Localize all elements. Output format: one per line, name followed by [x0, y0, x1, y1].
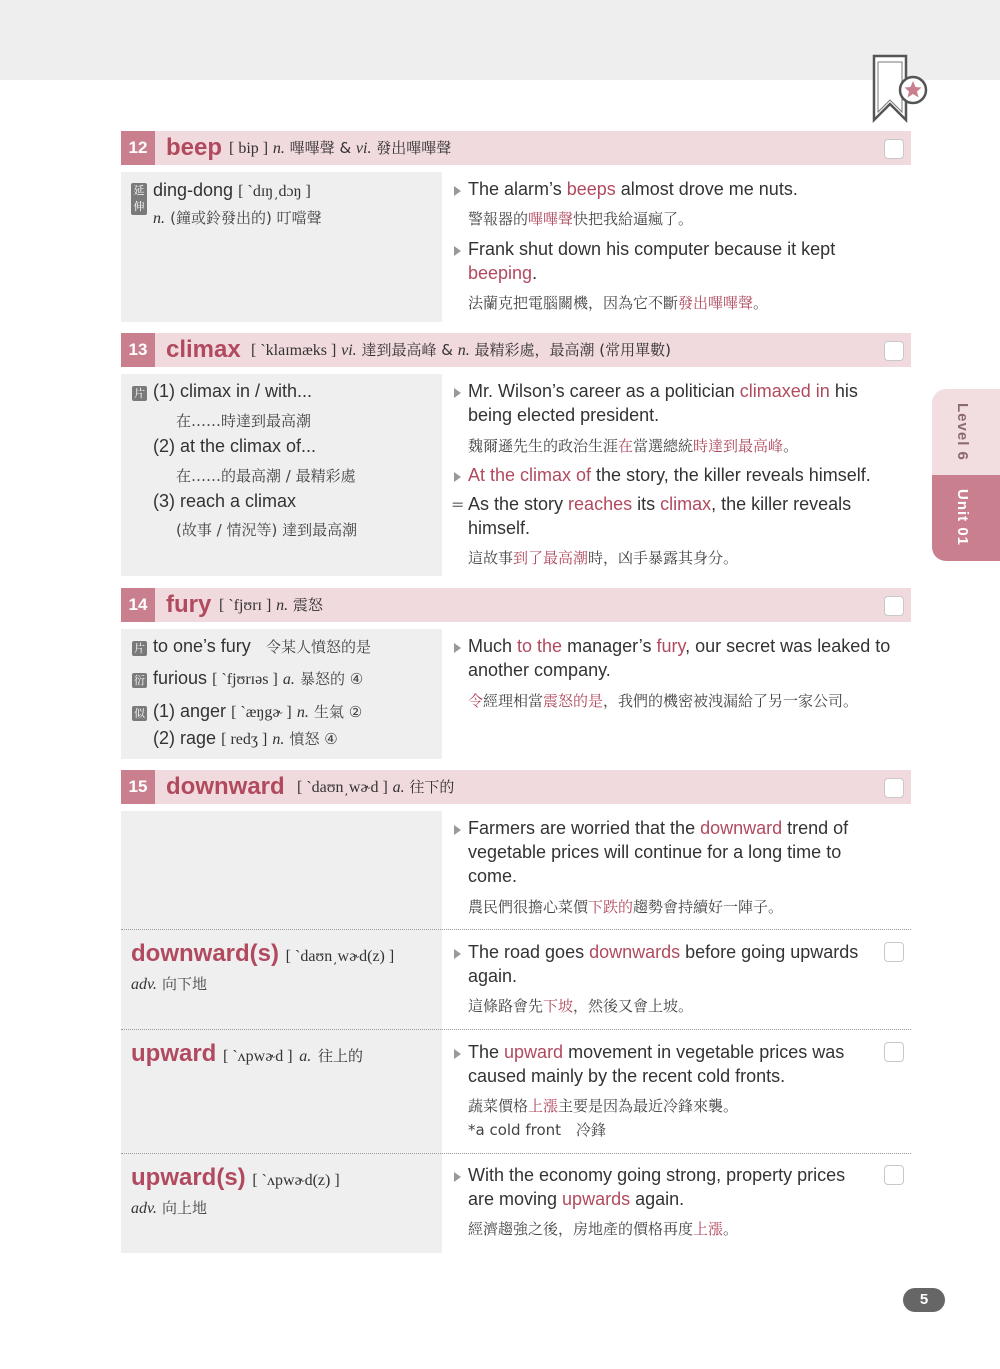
- bullet-icon: [454, 825, 461, 835]
- definition: [ ˋdaʊn͵wɚd ] a. 往下的: [297, 778, 455, 796]
- entry-12-header: [121, 131, 911, 165]
- example-sentence-cont: himself.: [468, 518, 531, 538]
- example-translation: 蔬菜價格上漲主要是因為最近冷鋒來襲。: [468, 1097, 739, 1115]
- example-sentence-cont: come.: [468, 866, 518, 886]
- example-sentence: As the story reaches its climax, the killer reveals: [468, 494, 852, 514]
- derivative-tag: 衍: [134, 674, 145, 687]
- example-sentence: Frank shut down his computer because it kept: [468, 239, 836, 259]
- review-checkbox[interactable]: [884, 341, 904, 361]
- level-tab: [932, 389, 1000, 475]
- example-sentence: With the economy going strong, property prices: [468, 1165, 846, 1185]
- example-translation: 令經理相當震怒的是，我們的機密被洩漏給了另一家公司。: [468, 692, 859, 710]
- sub-entry-word: downward(s) [ ˋdaʊn͵wɚd(z) ]: [131, 940, 395, 967]
- example-translation: 警報器的嗶嗶聲快把我給逼瘋了。: [468, 210, 694, 228]
- review-checkbox[interactable]: [884, 1042, 904, 1062]
- phrase-3: (3) reach a climax: [153, 491, 297, 511]
- synonym-tag: 似: [134, 707, 145, 720]
- headword: beep: [166, 134, 223, 161]
- derivative-line: furious [ ˋfjʊrɪəs ] a. 暴怒的 ④: [153, 668, 364, 688]
- sub-entry-definition: adv. 向下地: [131, 975, 208, 993]
- phrase-1-translation: 在……時達到最高潮: [176, 412, 312, 430]
- example-translation: 農民們很擔心菜價下跌的趨勢會持續好一陣子。: [468, 898, 784, 916]
- review-checkbox[interactable]: [884, 778, 904, 798]
- bullet-icon: [454, 1049, 461, 1059]
- review-checkbox[interactable]: [884, 139, 904, 159]
- example-translation: 經濟趨強之後，房地產的價格再度上漲。: [468, 1220, 739, 1238]
- headword: fury: [166, 591, 212, 618]
- vocabulary-note: *a cold front 冷鋒: [468, 1121, 607, 1139]
- bullet-icon: [454, 643, 461, 653]
- example-sentence: At the climax of the story, the killer reveals himself.: [468, 465, 871, 485]
- example-sentence-cont: caused mainly by the recent cold fronts.: [468, 1066, 786, 1086]
- example-sentence: The road goes downwards before going upwards: [468, 942, 859, 962]
- phrase-1: (1) climax in / with...: [153, 381, 313, 401]
- top-decorative-band: [0, 0, 1000, 80]
- entry-number: 14: [121, 588, 155, 622]
- bullet-icon: [454, 388, 461, 398]
- sub-entry-word: upward [ ˋʌpwɚd ] a. 往上的: [131, 1040, 363, 1067]
- example-sentence-cont: being elected president.: [468, 405, 660, 425]
- sub-entry-definition: adv. 向上地: [131, 1199, 208, 1217]
- level-label: Level 6: [954, 403, 971, 461]
- synonym-line-2: (2) rage [ redʒ ] n. 憤怒 ④: [153, 728, 338, 748]
- example-sentence-cont: again.: [468, 966, 518, 986]
- bookmark-star-icon: [868, 52, 938, 132]
- example-translation: 魏爾遜先生的政治生涯在當選總統時達到最高峰。: [468, 437, 799, 455]
- extension-definition: n. (鐘或鈴發出的) 叮噹聲: [153, 209, 322, 227]
- extension-tag: 延伸: [131, 183, 147, 215]
- review-checkbox[interactable]: [884, 1165, 904, 1185]
- divider: [121, 1153, 911, 1154]
- example-sentence: The upward movement in vegetable prices was: [468, 1042, 845, 1062]
- example-translation: 法蘭克把電腦關機，因為它不斷發出嗶嗶聲。: [468, 294, 769, 312]
- sub-entry-word: upward(s) [ ˋʌpwɚd(z) ]: [131, 1164, 340, 1191]
- headword: climax: [166, 336, 241, 363]
- phrase-2: (2) at the climax of...: [153, 436, 317, 456]
- example-sentence-cont: are moving upwards again.: [468, 1189, 685, 1209]
- entry-15-header: [121, 770, 911, 804]
- bullet-icon: [454, 472, 461, 482]
- phrase-3-translation: (故事 / 情況等) 達到最高潮: [176, 521, 358, 539]
- synonym-line-1: (1) anger [ ˋæŋgɚ ] n. 生氣 ②: [153, 701, 363, 721]
- review-checkbox[interactable]: [884, 596, 904, 616]
- entry-number: 12: [121, 131, 155, 165]
- phrase-line: to one’s fury 令某人憤怒的是: [153, 636, 372, 656]
- phrase-tag: 片: [134, 642, 145, 655]
- review-checkbox[interactable]: [884, 942, 904, 962]
- phrase-2-translation: 在……的最高潮 / 最精彩處: [176, 467, 356, 485]
- example-sentence: Much to the manager’s fury, our secret was leaked to: [468, 636, 891, 656]
- entry-number: 13: [121, 333, 155, 367]
- divider: [121, 1029, 911, 1030]
- example-translation: 這條路會先下坡，然後又會上坡。: [468, 997, 694, 1015]
- headword: downward: [166, 773, 285, 800]
- bullet-icon: [454, 246, 461, 256]
- entry-14-header: [121, 588, 911, 622]
- entry-number: 15: [121, 770, 155, 804]
- definition: [ bip ] n. 嗶嗶聲 & vi. 發出嗶嗶聲: [229, 139, 452, 157]
- example-sentence: The alarm’s beeps almost drove me nuts.: [468, 179, 798, 199]
- example-sentence: Farmers are worried that the downward trend of: [468, 818, 849, 838]
- example-sentence-cont: vegetable prices will continue for a long time to: [468, 842, 842, 862]
- example-sentence-cont: beeping.: [468, 263, 538, 283]
- unit-tab: [932, 475, 1000, 561]
- phrase-tag: 片: [134, 387, 145, 400]
- scalloped-edge: [0, 62, 1000, 92]
- example-translation: 這故事到了最高潮時，凶手暴露其身分。: [468, 549, 739, 567]
- definition: [ ˋklaɪmæks ] vi. 達到最高峰 & n. 最精彩處，最高潮 (常用單數): [251, 341, 671, 359]
- equals-sign: =: [451, 495, 465, 514]
- example-sentence-cont: another company.: [468, 660, 611, 680]
- bullet-icon: [454, 186, 461, 196]
- level-unit-side-tab: [932, 389, 1000, 561]
- bullet-icon: [454, 1172, 461, 1182]
- example-sentence: Mr. Wilson’s career as a politician climaxed in his: [468, 381, 858, 401]
- definition: [ ˋfjʊrɪ ] n. 震怒: [219, 596, 323, 614]
- entry-13-header: [121, 333, 911, 367]
- extension-word: ding-dong [ ˋdɪŋ͵dɔŋ ]: [153, 180, 311, 200]
- bullet-icon: [454, 949, 461, 959]
- page-number: 5: [903, 1288, 945, 1312]
- unit-label: Unit 01: [954, 489, 971, 547]
- divider: [121, 929, 911, 930]
